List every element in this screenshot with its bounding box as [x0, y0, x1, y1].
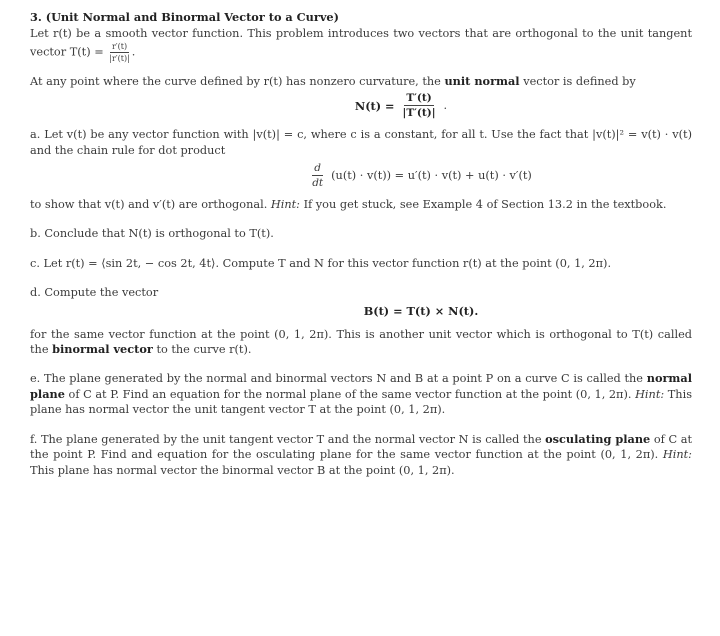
intro-text: Let r(t) be a smooth vector function. This problem introduces two vectors that are orthogonal to the unit tangent vector T(t) =	[30, 27, 692, 59]
normal-eq-denominator: |T′(t)|	[402, 107, 436, 120]
part-f-post: This plane has normal vector the binormal vector B at the point (0, 1, 2π).	[30, 463, 455, 477]
part-d-text: d. Compute the vector	[30, 286, 159, 300]
normal-eq-end: .	[443, 98, 448, 112]
normal-eq-lhs: N(t) =	[354, 98, 395, 113]
part-e-mid: of C at P. Find an equation for the normal plane of the same vector function at the point (0, 1, 2π).	[68, 387, 632, 401]
problem-intro	[30, 26, 692, 62]
normal-eq-numerator: T′(t)	[406, 92, 432, 105]
derivative-fraction	[310, 162, 325, 189]
normal-eq-fraction	[401, 92, 438, 119]
normal-def-pre: At any point where the curve defined by r(t) has nonzero curvature, the	[30, 74, 441, 88]
part-f-pre: f. The plane generated by the unit tangent vector T and the normal vector N is called the	[30, 432, 542, 446]
binormal-eq: B(t) = T(t) × N(t).	[363, 303, 479, 318]
part-a-text2-pre: to show that v(t) and v′(t) are orthogonal.	[30, 198, 268, 212]
part-f-text	[30, 432, 692, 478]
part-d-conclusion	[30, 327, 692, 358]
part-a-text: a. Let v(t) be any vector function with |v(t)| = c, where c is a constant, for all t. Use the fact that |v(t)|² = v(t) · v(t) and the chain rule for dot product	[30, 128, 692, 157]
part-a-text2-post: If you get stuck, see Example 4 of Section 13.2 in the textbook.	[303, 198, 667, 212]
part-e-bold: normal plane	[30, 371, 692, 401]
part-e-pre: e. The plane generated by the normal and binormal vectors N and B at a point P on a curve C is called the	[30, 372, 643, 386]
tangent-end: .	[131, 45, 136, 59]
normal-equation	[30, 92, 692, 119]
part-e-text	[30, 371, 692, 417]
tangent-numerator: r′(t)	[111, 41, 128, 51]
part-e-post: This plane has normal vector the unit tangent vector T at the point (0, 1, 2π).	[30, 387, 692, 417]
part-c-text: c. Let r(t) = ⟨sin 2t, − cos 2t, 4t⟩. Compute T and N for this vector function r(t) at the point (0, 1, 2π).	[30, 256, 612, 270]
part-d-text2-bold: binormal vector	[52, 342, 153, 357]
problem-title: 3. (Unit Normal and Binormal Vector to a Curve)	[30, 10, 339, 24]
part-f-mid: of C at the point P. Find and equation for the osculating plane for the same vector function at the point (0, 1, 2π).	[30, 432, 692, 462]
part-a-conclusion	[30, 197, 692, 212]
derivative-denominator: dt	[312, 177, 324, 190]
normal-def-bold: unit normal	[444, 73, 520, 88]
part-f-hint-label: Hint:	[662, 448, 692, 462]
binormal-equation	[30, 304, 692, 319]
part-a-hint-label: Hint:	[270, 198, 300, 212]
part-b-text: b. Conclude that N(t) is orthogonal to T(t).	[30, 227, 274, 241]
part-e-hint-label: Hint:	[635, 387, 665, 401]
product-rule: (u(t) · v(t)) = u′(t) · v(t) + u(t) · v′(t)	[331, 168, 532, 182]
normal-definition	[30, 74, 692, 89]
tangent-fraction	[107, 42, 132, 63]
part-a-equation	[30, 161, 692, 189]
tangent-denominator: |r′(t)|	[109, 53, 130, 63]
part-d-text2-post: to the curve r(t).	[156, 343, 252, 357]
part-f-bold: osculating plane	[545, 431, 651, 446]
derivative-numerator: d	[314, 162, 322, 175]
normal-def-post: vector is defined by	[523, 74, 636, 88]
part-d-text2-pre: for the same vector function at the point (0, 1, 2π). This is another unit vector which is orthogonal to T(t) called the	[30, 327, 692, 357]
